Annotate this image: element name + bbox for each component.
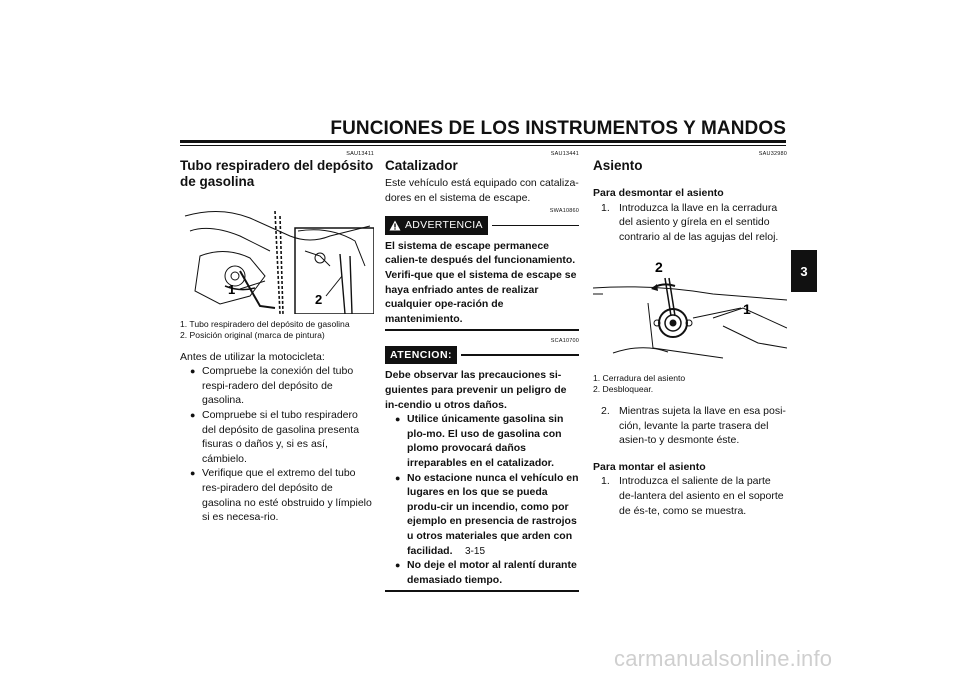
- section-title: Tubo respiradero del depósito de gasolina: [180, 158, 374, 189]
- bullet-item: ● Compruebe la conexión del tubo respi-radero del depósito de gasolina.: [190, 365, 354, 407]
- column-fuel-breather: [180, 150, 374, 525]
- subheading: Para desmontar el asiento: [593, 187, 724, 199]
- warning-badge: ADVERTENCIA: [385, 216, 488, 235]
- chapter-tab: 3: [791, 250, 817, 292]
- warning-triangle-icon: [389, 220, 401, 231]
- header-rule-thin: [180, 145, 786, 146]
- column-seat: [593, 150, 787, 518]
- figure-label-1: 1: [743, 301, 751, 318]
- page-header-title: FUNCIONES DE LOS INSTRUMENTOS Y MANDOS: [330, 118, 786, 139]
- caption-item: 1. Tubo respiradero del depósito de gasolina: [180, 318, 350, 329]
- figure-captions: [180, 319, 374, 342]
- caution-bullet: ● No estacione nunca el vehículo en lugares en los que se pueda produ-cir un incendio, como por ejemplo en presencia de rastrojos u otros materiales que arden con facilidad.: [395, 471, 579, 557]
- page-number: 3-15: [465, 546, 486, 557]
- subheading: Para montar el asiento: [593, 460, 706, 473]
- section-code: SAU13411: [346, 151, 374, 157]
- caution-bullet: ● No deje el motor al ralentí durante demasiado tiempo.: [395, 559, 577, 586]
- section-code: SAU32980: [758, 151, 787, 157]
- step-item: 1. Introduzca el saliente de la parte de-lantera del asiento en el soporte de és-te, como se muestra.: [601, 475, 784, 517]
- caution-bullet: ● Utilice únicamente gasolina sin plo-mo. El uso de gasolina con plomo provocará daños irreparables en el catalizador.: [395, 413, 564, 469]
- step-item: 2. Mientras sujeta la llave en esa posi-ción, levante la parte trasera del asien-to y desmonte éste.: [601, 404, 786, 447]
- caution-header: [385, 346, 579, 365]
- figure-label-1: 1: [228, 282, 236, 297]
- column-catalyst: [385, 150, 579, 592]
- figure-label-2: 2: [315, 292, 323, 307]
- bullet-item: ● Verifique que el extremo del tubo res-piradero del depósito de gasolina no esté obstruido y límpielo si es necesa-rio.: [190, 467, 372, 524]
- caption-item: 2. Desbloquear.: [593, 384, 654, 395]
- section-code: SAU13441: [550, 151, 579, 157]
- warning-code: SWA10860: [549, 208, 579, 215]
- figure-seat-lock: [593, 248, 787, 373]
- step-item: 1. Introduzca la llave en la cerradura del asiento y gírela en el sentido contrario al de las agujas del reloj.: [601, 201, 779, 243]
- caution-code: SCA10700: [550, 337, 579, 344]
- warning-header: [385, 216, 579, 235]
- section-title: Catalizador: [385, 158, 458, 173]
- warning-text: El sistema de escape permanece calien-te después del funcionamiento. Verifi-que que el sistema de escape se haya enfriado antes de realizar cualquier ope-ración de mantenimiento.: [385, 239, 577, 325]
- caption-item: 1. Cerradura del asiento: [593, 372, 686, 383]
- section-title: Asiento: [593, 158, 643, 173]
- header-rule: [180, 140, 786, 143]
- caption-item: 2. Posición original (marca de pintura): [180, 330, 325, 341]
- figure-fuel-breather: [180, 196, 374, 319]
- figure-captions: [593, 373, 787, 396]
- warning-end-rule: [385, 329, 579, 331]
- bullet-item: ● Compruebe si el tubo respiradero del depósito de gasolina presenta fisuras o daños y, si es así, cámbielo.: [190, 408, 360, 465]
- caution-text: Debe observar las precauciones si-guientes para prevenir un peligro de in-cendio u otros daños.: [385, 369, 567, 411]
- intro-text: Este vehículo está equipado con cataliza-dores en el sistema de escape.: [385, 177, 579, 204]
- intro-text: Antes de utilizar la motocicleta:: [180, 350, 325, 363]
- watermark: carmanualsonline.info: [614, 646, 833, 671]
- figure-label-2: 2: [655, 259, 663, 276]
- caution-badge: ATENCION:: [385, 346, 457, 365]
- caution-end-rule: [385, 590, 579, 592]
